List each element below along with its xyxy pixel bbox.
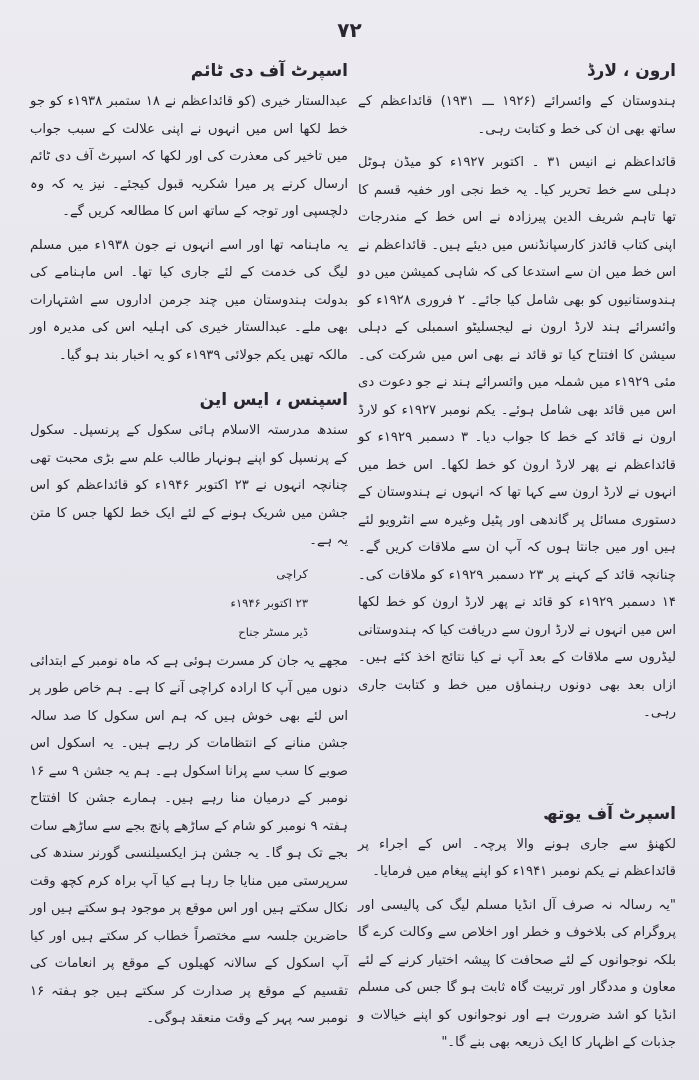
- spirit-youth-quote: "یہ رسالہ نہ صرف آل انڈیا مسلم لیگ کی پالیسی اور پروگرام کی بلاخوف و خطر اور اخلاص سے وکالت کرے گا بلکہ نوجوانوں کے لئے صحافت کا پیشہ اختیار کرنے کے لئے معاون و مددگار اور تربیت گاہ ثابت ہو گا جس کی مسلم انڈیا کو اشد ضرورت ہے اور نوجوانوں کو اپنے خیالات و جذبات کے اظہار کا ایک ذریعہ بھی بنے گا۔": [358, 897, 676, 1050]
- section-heading-irwin: ارون ، لارڈ: [586, 61, 676, 81]
- letter-body: مجھے یہ جان کر مسرت ہوئی ہے کہ ماہ نومبر کے ابتدائی دنوں میں آپ کا ارادہ کراچی آنے کا ہے۔ ہم خاص طور پر اس لئے بھی خوش ہیں کہ ہم اس سکول کا صد سالہ جشن منانے کے انتظامات کر رہے ہیں۔ یہ اسکول اس صوبے کا سب سے پرانا اسکول ہے۔ ہم یہ جشن ۹ سے ۱۶ نومبر کے درمیان منا رہے ہیں۔ ہمارے جشن کا افتتاح ہفتہ ۹ نومبر کو شام کے ساڑھے پانچ بجے سے ساڑھے سات بجے تک ہو گا۔ یہ جشن ہز ایکسیلنسی گورنر سندھ کی سرپرستی میں منایا جا رہا ہے کیا آپ براہ کرم کچھ وقت نکال سکتے ہیں اور اس موقع پر موجود ہو سکتے ہیں اور حاضرین جلسہ سے مختصراً خطاب کر سکتے ہیں اور کیا آپ اسکول کے سالانہ کھیلوں کے موقع پر انعامات کی تقسیم کے موقع پر صدارت کر سکتے ہیں جو ہفتہ ۱۶ نومبر سہ پہر کے وقت منعقد ہوگی۔: [30, 653, 349, 1026]
- left-column: [30, 56, 348, 1039]
- section-heading-spirit-of-the-times: اسپرٹ آف دی ٹائم: [190, 61, 348, 81]
- page-number: ۷۲: [337, 18, 362, 42]
- spirit-times-paragraph-2: یہ ماہنامہ تھا اور اسے انہوں نے جون ۱۹۳۸ء میں مسلم لیگ کی خدمت کے لئے جاری کیا تھا۔ اس ماہنامے کی بدولت ہندوستان میں چند جرمن اداروں سے اشتہارات بھی ملے۔ عبدالستار خیری کی اہلیہ اس کی مدیرہ اور مالکہ تھیں یکم جولائی ۱۹۳۹ء کو یہ اخبار بند ہو گیا۔: [30, 237, 349, 363]
- right-column: [358, 56, 676, 1063]
- section-heading-spence: اسپنس ، ایس این: [199, 390, 348, 410]
- spirit-times-paragraph-1: عبدالستار خیری (کو قائداعظم نے ۱۸ ستمبر ۱۹۳۸ء کو جو خط لکھا اس میں انہوں نے اپنی علالت کے سبب جواب میں تاخیر کی معذرت کی اور لکھا کہ اسپرٹ آف دی ٹائم ارسال کرنے پر میرا شکریہ قبول کیجئے۔ نیز یہ کہ وہ دلچسپی اور توجہ کے ساتھ اس کا مطالعہ کریں گے۔: [30, 94, 349, 219]
- spirit-youth-paragraph-1: لکھنؤ سے جاری ہونے والا پرچہ۔ اس کے اجراء پر قائداعظم نے یکم نومبر ۱۹۴۱ء کو اپنے پیغام میں فرمایا۔: [358, 836, 676, 879]
- letter-date: ۲۳ اکتوبر ۱۹۴۶ء: [230, 595, 308, 610]
- letter-salutation: ڈیر مسٹر جناح: [238, 624, 308, 639]
- letter-place: کراچی: [276, 566, 308, 581]
- spence-paragraph-1: سندھ مدرستہ الاسلام ہائی سکول کے پرنسپل۔ سکول کے پرنسپل کو اپنے ہونہار طالب علم سے بڑی محبت تھی چنانچہ انہوں نے ۲۳ اکتوبر ۱۹۴۶ء کو قائداعظم کو اس جشن میں شریک ہونے کے لئے ایک خط لکھا جس کا متن یہ ہے۔: [30, 423, 348, 548]
- irwin-paragraph-2: قائداعظم نے انیس ۳۱ ۔ اکتوبر ۱۹۲۷ء کو میڈن ہوٹل دہلی سے خط تحریر کیا۔ یہ خط نجی اور خفیہ قسم کا تھا تاہم شریف الدین پیرزادہ نے اس خط کے مندرجات اپنی کتاب قائدز کارسپانڈنس میں دیئے ہیں۔ قائداعظم نے اس خط میں ان سے استدعا کی کہ شاہی کمیشن میں دو ہندوستانیوں کو بھی شامل کیا جائے۔ ۲ فروری ۱۹۲۸ء کو وائسرائے ہند لارڈ ارون نے لیجسلیٹو اسمبلی کے دہلی سیشن کا افتتاح کیا تو قائد نے بھی اس میں شرکت کی۔ مئی ۱۹۲۹ء میں شملہ میں وائسرائے ہند نے جو دعوت دی اس میں قائد بھی شامل ہوئے۔ یکم نومبر ۱۹۲۷ء کو لارڈ ارون نے قائد کے خط کا جواب دیا۔ ۳ دسمبر ۱۹۲۹ء کو قائداعظم نے پھر لارڈ ارون کو خط لکھا۔ اس خط میں انہوں نے لارڈ ارون سے کہا تھا کہ انہوں نے ہندوستان کے دستوری مسائل پر گاندھی اور پٹیل وغیرہ سے انٹرویو لئے ہیں اور میں جانتا ہوں کہ آپ ان سے ملاقات کریں گے۔ چنانچہ قائد کے کہنے پر ۲۳ دسمبر ۱۹۲۹ء کو ملاقات کی۔ ۱۴ دسمبر ۱۹۲۹ء کو قائد نے پھر لارڈ ارون کو خط لکھا اس میں انہوں نے لارڈ ارون سے دریافت کیا کہ ہندوستانی لیڈروں سے ملاقات کے بعد آپ نے کیا نتائج اخذ کئے ہیں۔ ازاں بعد بھی دونوں رہنماؤں میں خط و کتابت جاری رہی۔: [358, 155, 677, 720]
- irwin-paragraph-1: ہندوستان کے وائسرائے (۱۹۲۶ ـــ ۱۹۳۱) قائداعظم کے ساتھ بھی ان کی خط و کتابت رہی۔: [358, 94, 676, 137]
- section-heading-spirit-of-youth: اسپرٹ آف یوتھ: [543, 803, 676, 824]
